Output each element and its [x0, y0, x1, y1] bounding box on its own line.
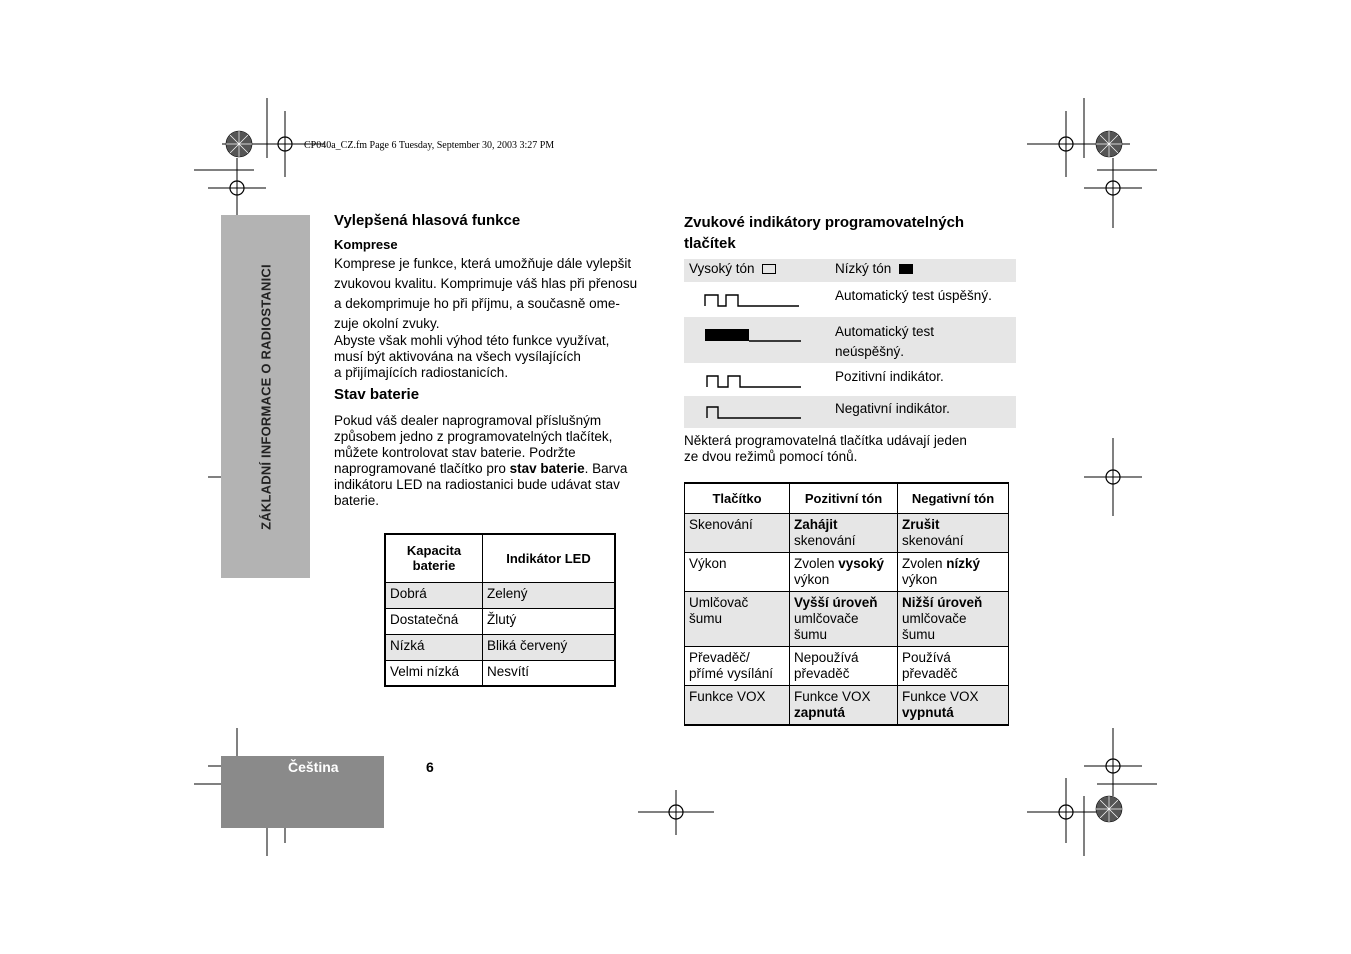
col-pozitivni: Pozitivní tón — [790, 483, 898, 513]
battery-title: Stav baterie — [334, 386, 420, 403]
cell-negative-tone: Funkce VOX vypnutá — [898, 685, 1009, 725]
low-tone-icon — [899, 264, 913, 274]
cell-button: Skenování — [685, 513, 790, 552]
button-tone-table — [684, 482, 1009, 726]
tone-legend-low: Nízký tón — [835, 261, 913, 276]
cell-positive-tone: Zvolen vysoký výkon — [790, 552, 898, 591]
print-header: CP040a_CZ.fm Page 6 Tuesday, September 30, 2003 3:27 PM — [304, 140, 555, 151]
tone-pattern-3 — [706, 373, 802, 389]
cell-button: Umlčovač šumu — [685, 591, 790, 646]
table-row — [685, 552, 1009, 591]
tone-pattern-2 — [704, 327, 802, 343]
mode-paragraph: Některá programovatelná tlačítka udávají jeden ze dvou režimů pomocí tónů. — [684, 433, 967, 464]
footer-language: Čeština — [288, 759, 339, 775]
cell-negative-tone: Nižší úroveň umlčovače šumu — [898, 591, 1009, 646]
tone-row-1-text: Automatický test úspěšný. — [835, 288, 992, 303]
battery-paragraph: Pokud váš dealer naprogramoval příslušným způsobem jedno z programovatelných tlačítek, můžete kontrolovat stav baterie. Podržte naprogramované tlačítko pro stav baterie. Barva indikátoru LED na radiostanici bude udávat stav baterie. — [334, 413, 628, 508]
cell-button: Výkon — [685, 552, 790, 591]
table-row: Dobrá Zelený — [385, 582, 615, 608]
cell-button: Převaděč/ přímé vysílání — [685, 646, 790, 685]
tone-row-2-text: Automatický test neúspěšný. — [835, 324, 935, 359]
cell-positive-tone: Zahájit skenování — [790, 513, 898, 552]
side-title: ZÁKLADNÍ INFORMACE O RADIOSTANICI — [258, 263, 273, 530]
table-row: Nízká Bliká červený — [385, 634, 615, 660]
col-tlacitko: Tlačítko — [685, 483, 790, 513]
table-row — [685, 646, 1009, 685]
battery-col-capacity: Kapacita baterie — [385, 534, 483, 582]
abyste-paragraph: Abyste však mohli výhod této funkce využívat, musí být aktivována na všech vysílajících a přijímajících radiostanicích. — [334, 333, 610, 380]
cell-positive-tone: Vyšší úroveň umlčovače šumu — [790, 591, 898, 646]
tone-section-title: Zvukové indikátory programovatelných tlačítek — [684, 214, 965, 252]
cell-button: Funkce VOX — [685, 685, 790, 725]
subsection-title: Komprese — [334, 237, 398, 252]
tone-pattern-4 — [706, 404, 802, 420]
cell-negative-tone: Používá převaděč — [898, 646, 1009, 685]
table-row — [685, 591, 1009, 646]
tone-row-4-text: Negativní indikátor. — [835, 401, 950, 416]
tone-row-3-text: Pozitivní indikátor. — [835, 369, 944, 384]
section-title: Vylepšená hlasová funkce — [334, 212, 521, 229]
page-number: 6 — [426, 759, 434, 775]
table-row — [685, 685, 1009, 725]
tone-legend-high: Vysoký tón — [689, 261, 776, 276]
cell-negative-tone: Zrušit skenování — [898, 513, 1009, 552]
battery-col-led: Indikátor LED — [483, 534, 616, 582]
tone-pattern-1 — [704, 292, 800, 308]
komprese-paragraph: Komprese je funkce, která umožňuje dále vylepšit zvukovou kvalitu. Komprimuje váš hlas při přenosu a dekomprimuje ho při příjmu, a současně ome- zuje okolní zvuky. — [334, 256, 638, 331]
table-row — [685, 513, 1009, 552]
col-negativni: Negativní tón — [898, 483, 1009, 513]
high-tone-icon — [762, 264, 776, 274]
table-row: Dostatečná Žlutý — [385, 608, 615, 634]
cell-negative-tone: Zvolen nízký výkon — [898, 552, 1009, 591]
cell-positive-tone: Funkce VOX zapnutá — [790, 685, 898, 725]
table-row: Velmi nízká Nesvítí — [385, 660, 615, 686]
battery-table — [384, 533, 616, 687]
cell-positive-tone: Nepoužívá převaděč — [790, 646, 898, 685]
